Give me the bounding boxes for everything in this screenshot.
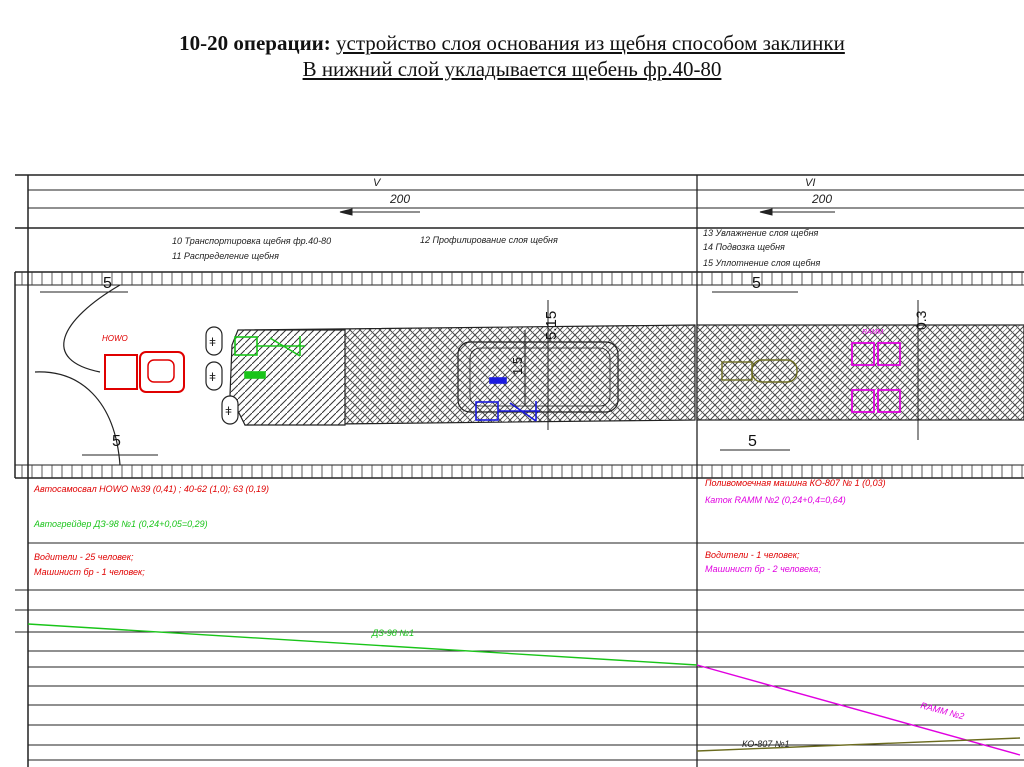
dim-vertical-1: 1.5 (510, 356, 525, 375)
road-plan (15, 272, 1024, 478)
workers-left-1: Водители - 25 человек; (34, 552, 134, 562)
dim-right-bottom: 5 (748, 433, 757, 450)
roller-label: RAMM (862, 329, 884, 336)
dim-vertical-2: 5.15 (543, 310, 560, 340)
schedule-water-label: КО-807 №1 (742, 739, 790, 749)
op-10-label: 10 Транспортировка щебня фр.40-80 (172, 236, 332, 246)
op-12-label: 12 Профилирование слоя щебня (420, 235, 558, 245)
op-13-label: 13 Увлажнение слоя щебня (703, 228, 819, 238)
title-operations: 10-20 операции: (179, 31, 331, 55)
machine-left-2: Автогрейдер ДЗ-98 №1 (0,24+0,05=0,29) (34, 519, 208, 529)
direction-arrows (340, 209, 835, 215)
workers-right-2: Машинист бр - 2 человека; (705, 564, 821, 574)
workers-right-1: Водители - 1 человек; (705, 550, 800, 560)
length-v-label: 200 (390, 192, 411, 206)
section-v-label: V (373, 177, 381, 189)
dim-right-top: 5 (752, 275, 761, 292)
section-vi-label: VI (805, 177, 816, 189)
op-11-label: 11 Распределение щебня (172, 251, 279, 261)
sign-symbol: ǂ (225, 404, 233, 418)
dump-truck-icon (105, 352, 184, 392)
schedule-grader-label: ДЗ-98 №1 (372, 628, 415, 638)
sign-symbol: ǂ (209, 335, 217, 349)
machine-right-1: Поливомоечная машина КО-807 № 1 (0,03) (705, 478, 886, 488)
dim-left-top: 5 (103, 275, 112, 292)
machine-right-2: Каток RAMM №2 (0,24+0,4=0,64) (705, 495, 846, 505)
title-line1: устройство слоя основания из щебня способом заклинки (336, 31, 845, 55)
sign-symbol: ǂ (209, 370, 217, 384)
op-14-label: 14 Подвозка щебня (703, 242, 785, 252)
op-15-label: 15 Уплотнение слоя щебня (703, 258, 821, 268)
truck-label: HOWO (102, 334, 128, 343)
length-vi-label: 200 (812, 192, 833, 206)
title-line2: В нижний слой укладывается щебень фр.40-80 (302, 57, 722, 81)
table-frame (15, 175, 1024, 767)
dim-vertical-3: 0.3 (913, 310, 929, 330)
workers-left-2: Машинист бр - 1 человек; (34, 567, 145, 577)
schedule-roller-label: RAMM №2 (919, 700, 966, 722)
machine-left-1: Автосамосвал HOWO №39 (0,41) ; 40-62 (1,0); 63 (0,19) (34, 484, 269, 494)
schedule-lines (28, 624, 1020, 755)
dim-left-bottom: 5 (112, 433, 121, 450)
